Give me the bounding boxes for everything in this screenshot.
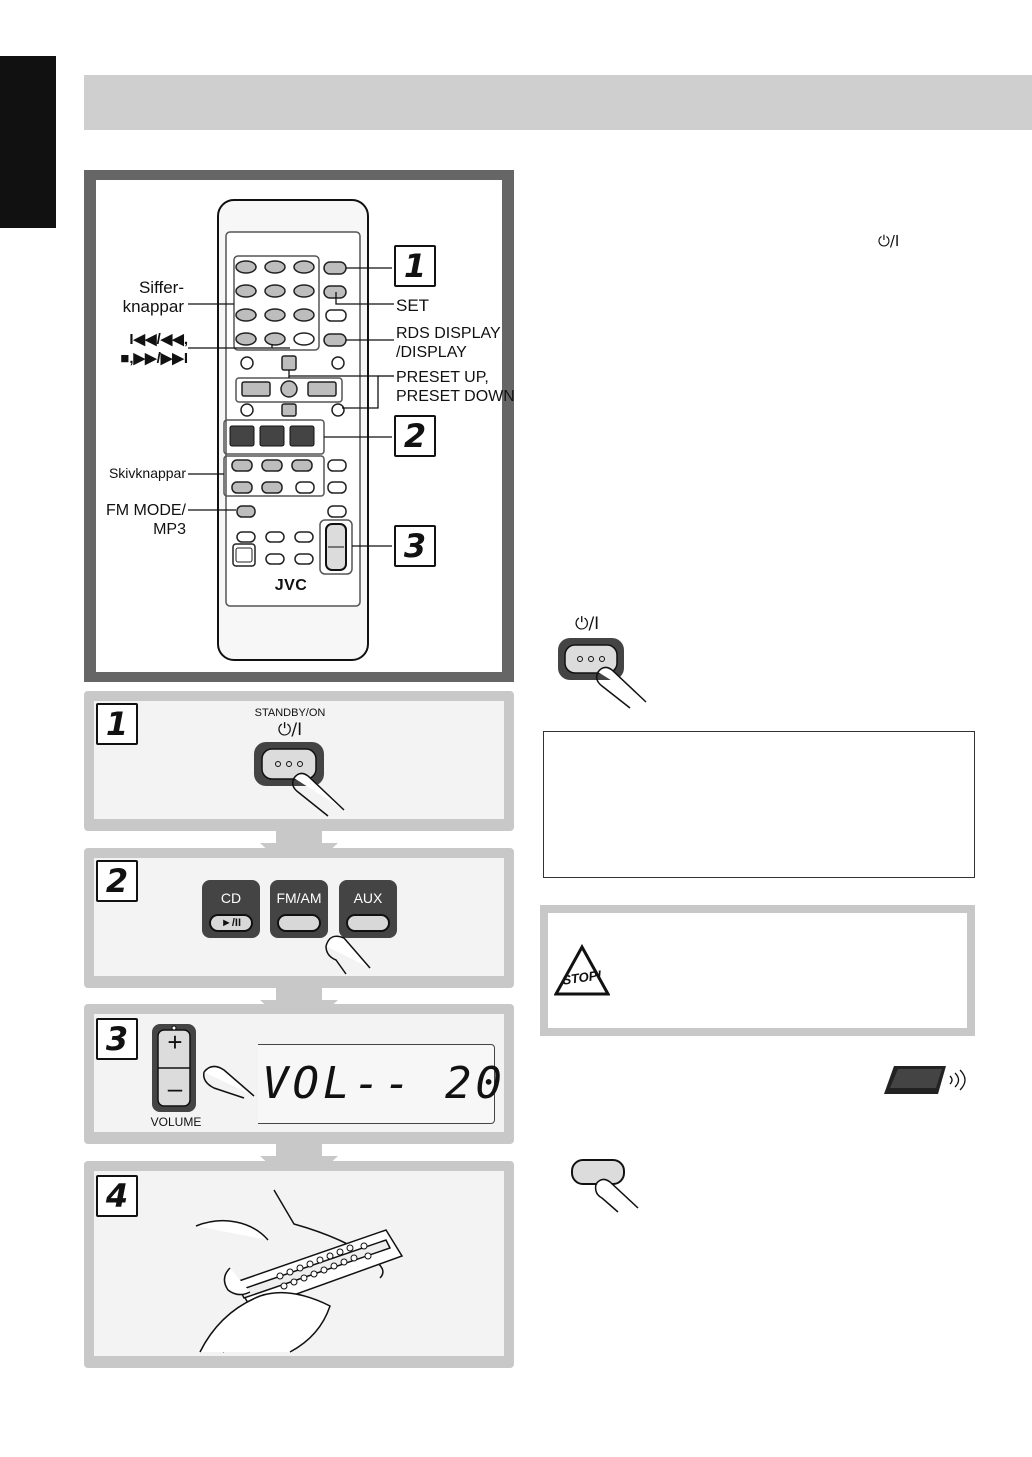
label-siffer-line1: Siffer- [138,278,184,297]
fm-am-button-label: FM/AM [276,890,322,906]
label-fm-mode [96,501,186,539]
power-symbol-right: ⏻/I [575,614,600,634]
finger-press-step3 [200,1060,256,1106]
note-box [543,731,975,878]
label-rds-display [396,324,501,362]
label-transport [96,330,188,368]
label-preset [396,368,515,406]
volume-plus-label: + [167,1027,183,1057]
label-siffer-line2: knappar [122,297,184,316]
play-pause-label: ►/II [209,914,253,932]
standby-on-caption: STANDBY/ON [254,707,326,719]
callout-2: 2 [394,415,436,457]
standby-button-illustration [250,738,350,818]
power-symbol-step1: ⏻/I [277,720,303,740]
label-preset-line1: PRESET UP, [396,369,489,386]
step-3-number: 3 [96,1018,138,1060]
label-siffer [112,278,184,316]
label-transport-line1: I◀◀/◀◀, [129,331,188,348]
label-transport-line2: ■,▶▶/▶▶I [120,350,188,367]
cd-button [202,880,260,938]
volume-minus-label: – [167,1073,183,1103]
volume-caption: VOLUME [150,1115,202,1129]
title-band [84,75,1032,130]
remote-in-hands-illustration [190,1186,410,1354]
label-set: SET [396,296,430,315]
remote-brand-logo: JVC [274,577,308,594]
fm-am-button-pad [277,914,321,932]
aux-button-label: AUX [353,890,383,906]
generic-button-press-illustration [566,1156,646,1216]
remote-control-illustration [96,180,502,672]
step-4-number: 4 [96,1175,138,1217]
label-skivknappar: Skivknappar [108,465,186,481]
volume-display-readout: VOL-- 20 [262,1058,506,1109]
label-fm-mode-line1: FM MODE/ [106,502,186,519]
callout-3: 3 [394,525,436,567]
language-tab [0,56,56,228]
finger-press-step2 [318,926,378,976]
stop-sign-text: STOP! [561,967,603,988]
callout-1: 1 [394,245,436,287]
step-2-number: 2 [96,860,138,902]
cd-button-label: CD [220,890,242,906]
power-symbol-inline: ⏻/I [878,232,900,250]
step-1-number: 1 [96,703,138,745]
power-button-illustration [556,636,652,712]
label-rds-line2: /DISPLAY [396,344,467,361]
caution-box-inner [548,913,967,1028]
remote-signal-icon [880,1062,972,1098]
label-preset-line2: PRESET DOWN [396,388,515,405]
label-rds-line1: RDS DISPLAY [396,325,501,342]
label-fm-mode-line2: MP3 [153,521,186,538]
